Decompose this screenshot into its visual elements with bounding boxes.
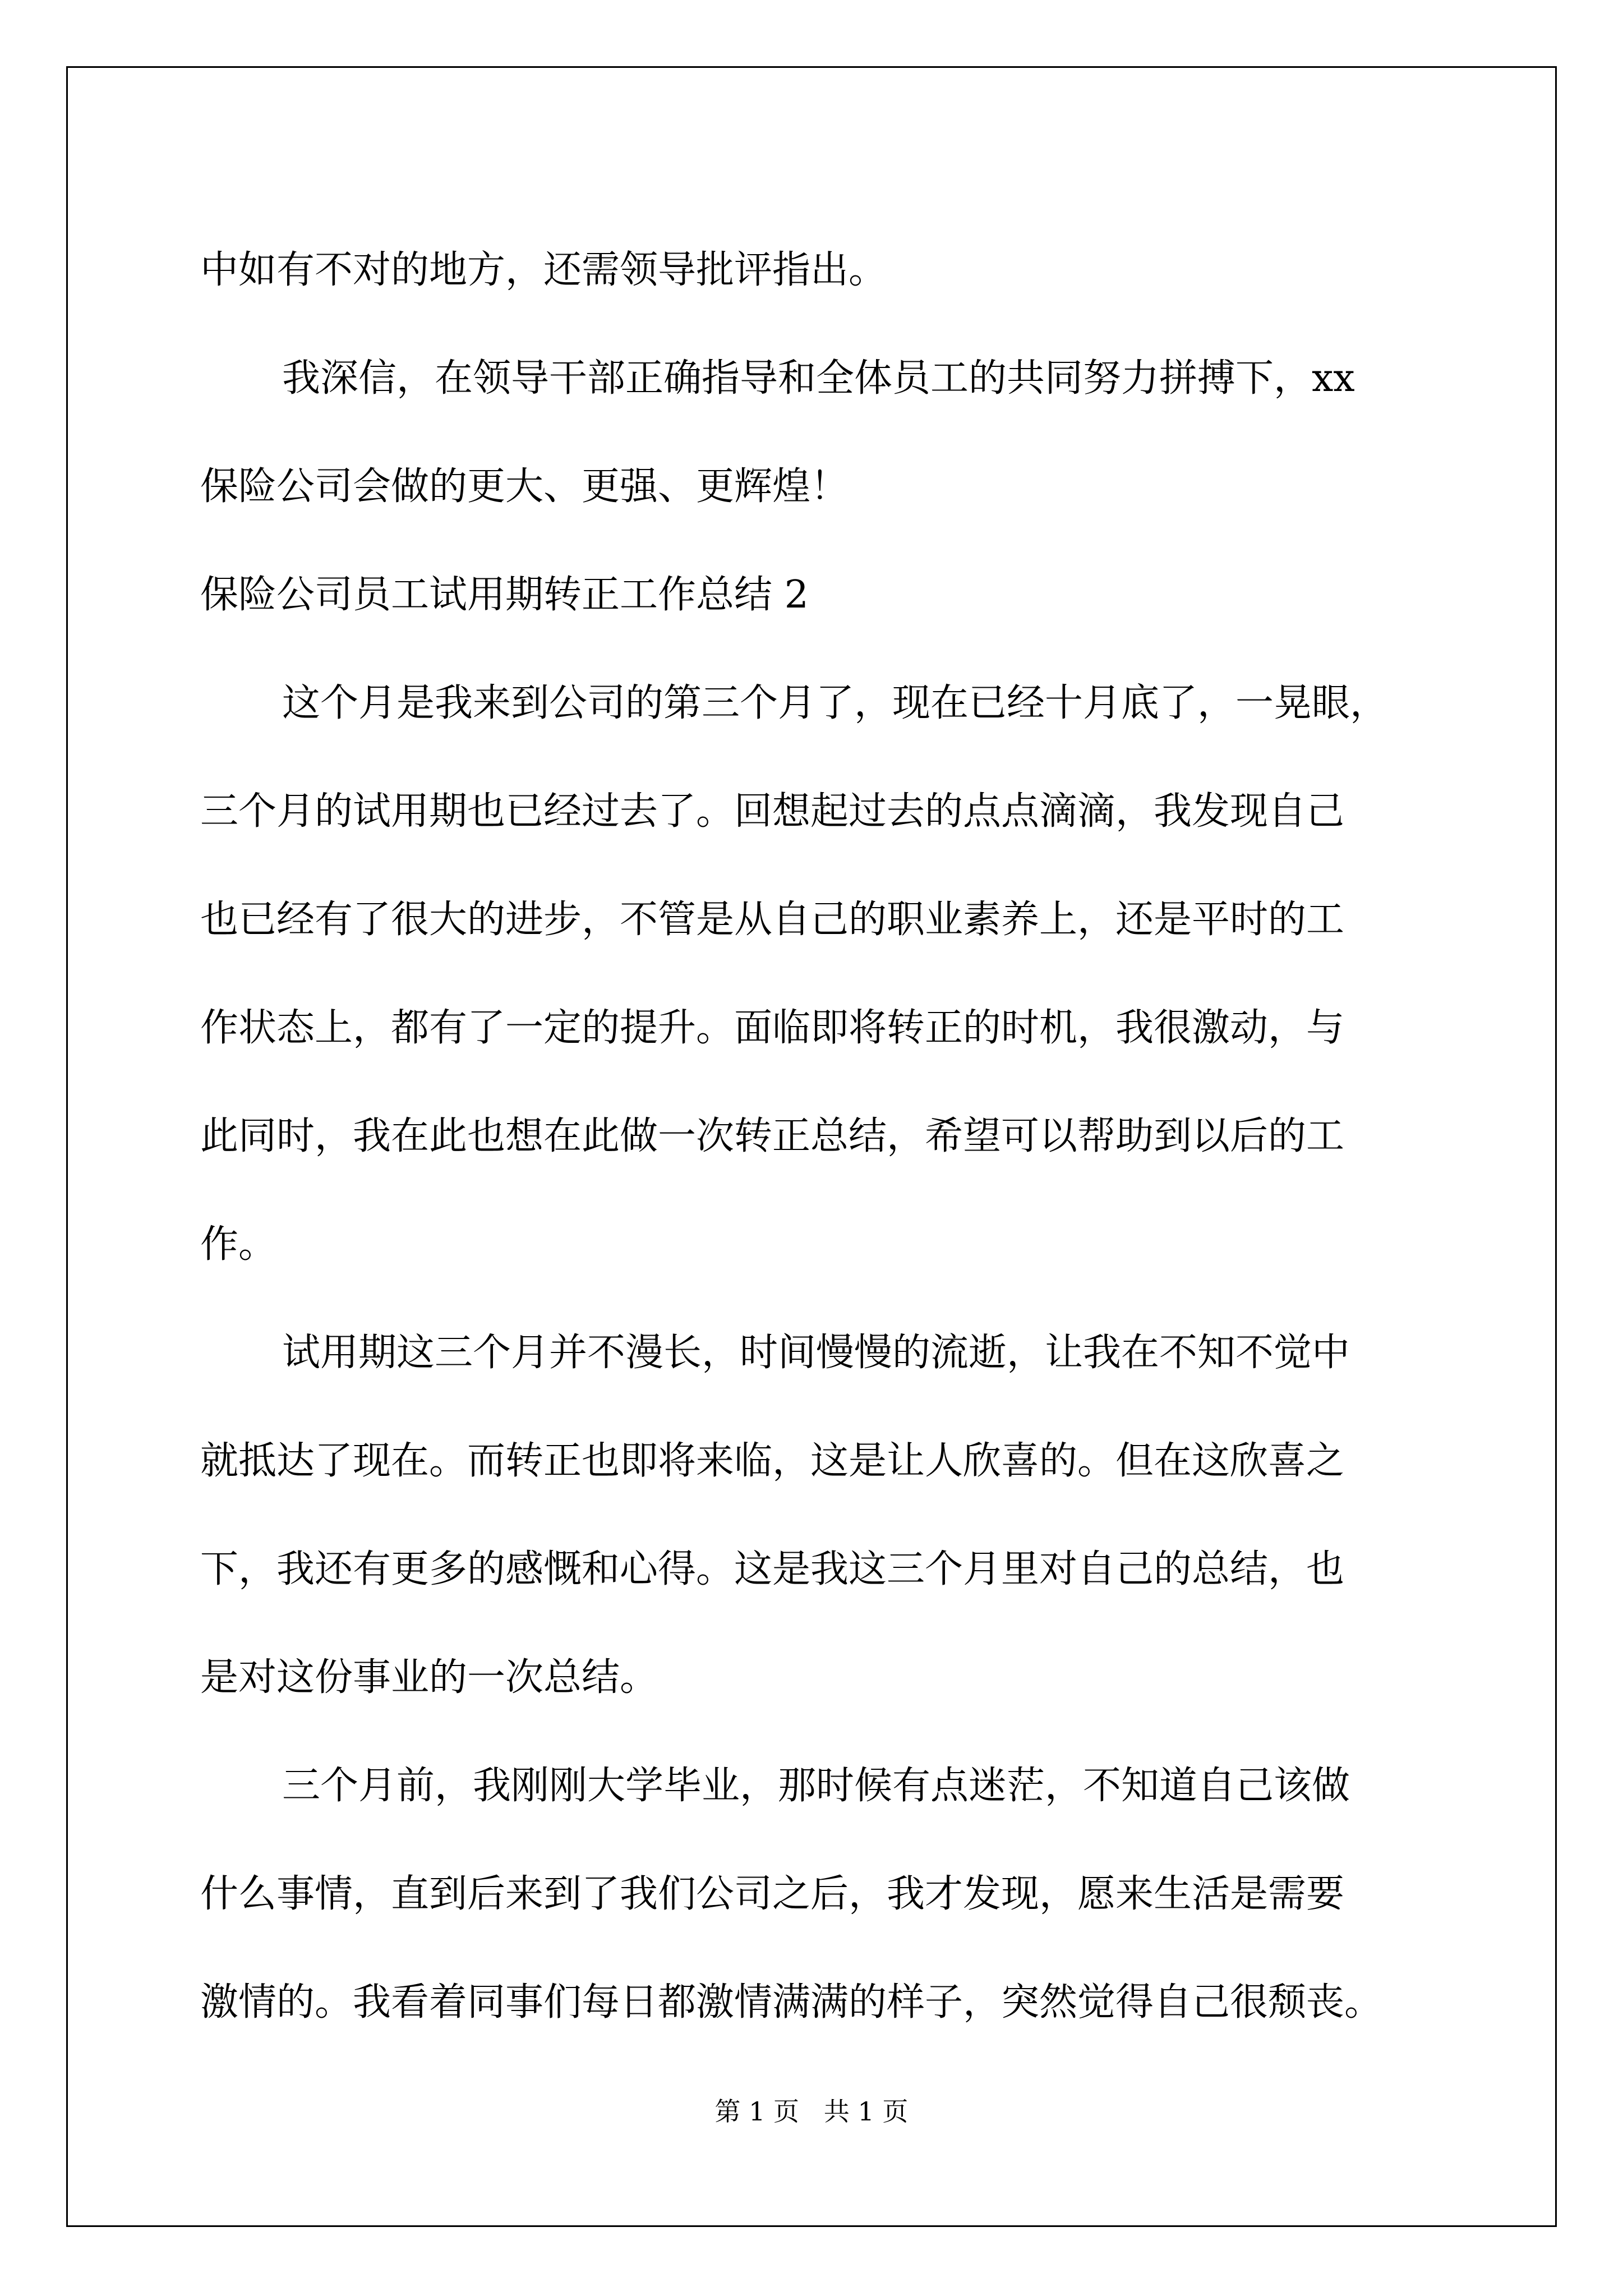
text-line-1: 中如有不对的地方，还需领导批评指出。 — [200, 248, 887, 292]
text-line-10: 作。 — [200, 1222, 277, 1267]
page-footer: 第 1 页 共 1 页 — [714, 2096, 909, 2127]
text-line-9: 此同时，我在此也想在此做一次转正总结，希望可以帮助到以后的工 — [200, 1114, 1345, 1158]
text-line-8: 作状态上，都有了一定的提升。面临即将转正的时机，我很激动，与 — [200, 1006, 1345, 1050]
section-heading: 保险公司员工试用期转正工作总结 2 — [200, 573, 809, 617]
text-line-11: 试用期这三个月并不漫长，时间慢慢的流逝，让我在不知不觉中 — [282, 1331, 1350, 1375]
text-line-14: 是对这份事业的一次总结。 — [200, 1655, 658, 1700]
text-line-2: 我深信，在领导干部正确指导和全体员工的共同努力拼搏下，xx — [282, 356, 1355, 401]
text-line-5: 这个月是我来到公司的第三个月了，现在已经十月底了，一晃眼， — [282, 681, 1389, 725]
text-line-3: 保险公司会做的更大、更强、更辉煌！ — [200, 464, 849, 509]
text-line-15: 三个月前，我刚刚大学毕业，那时候有点迷茫，不知道自己该做 — [282, 1764, 1350, 1808]
document-body — [200, 216, 1434, 2056]
text-line-12: 就抵达了现在。而转正也即将来临，这是让人欣喜的。但在这欣喜之 — [200, 1439, 1345, 1483]
text-line-13: 下，我还有更多的感慨和心得。这是我这三个月里对自己的总结，也 — [200, 1547, 1345, 1591]
text-line-7: 也已经有了很大的进步，不管是从自己的职业素养上，还是平时的工 — [200, 898, 1345, 942]
text-line-17: 激情的。我看着同事们每日都激情满满的样子，突然觉得自己很颓丧。 — [200, 1980, 1383, 2024]
text-line-6: 三个月的试用期也已经过去了。回想起过去的点点滴滴，我发现自己 — [200, 789, 1345, 834]
text-line-16: 什么事情，直到后来到了我们公司之后，我才发现，愿来生活是需要 — [200, 1872, 1345, 1916]
